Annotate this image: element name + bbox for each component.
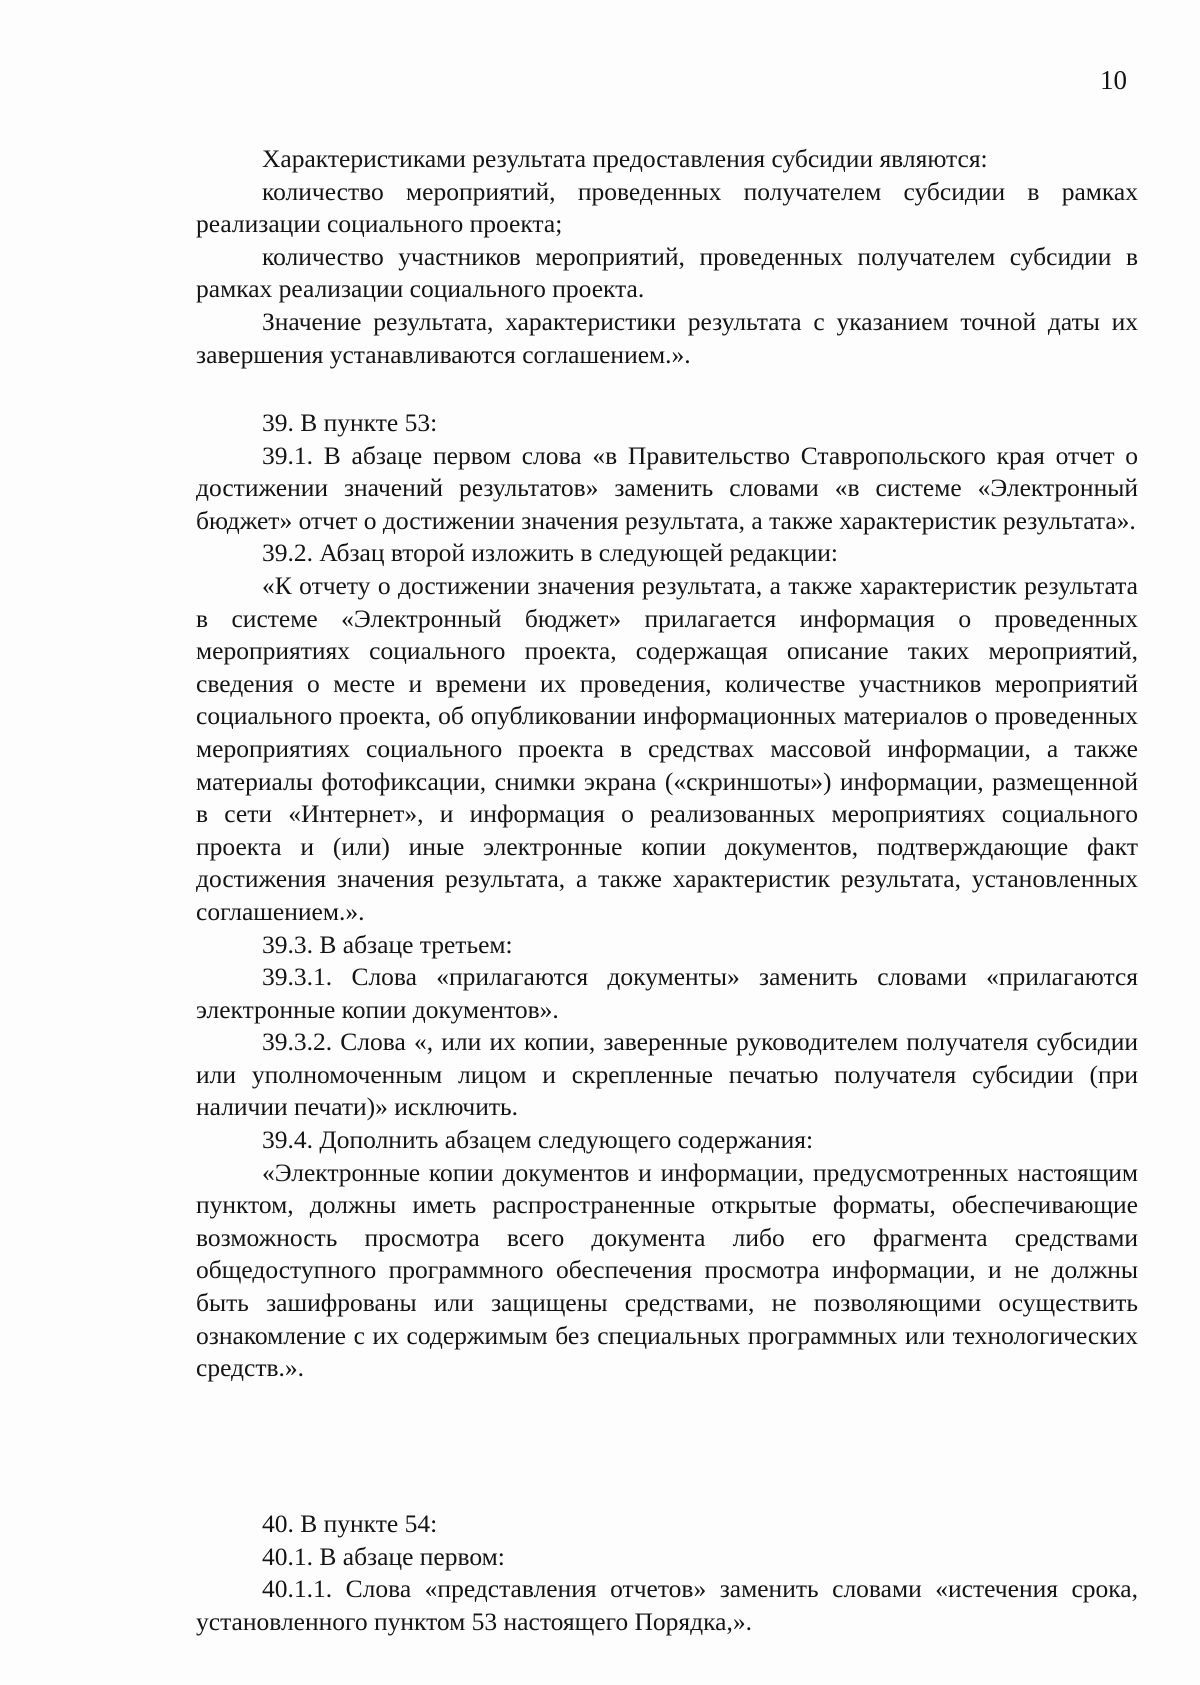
- item-39-section: [196, 407, 1138, 1385]
- paragraph-item-39-1: 39.1. В абзаце первом слова «в Правительство Ставропольского края отчет о достижении значений результатов» заменить словами «в системе «Электронный бюджет» отчет о достижении значения результата, а также характеристик результата».: [196, 440, 1138, 535]
- paragraph-item-39-3-1: 39.3.1. Слова «прилагаются документы» заменить словами «прилагаются электронные копии документов».: [196, 962, 1138, 1024]
- paragraph-result-value-dates: Значение результата, характеристики результата с указанием точной даты их завершения устанавливаются соглашением.».: [196, 306, 1138, 369]
- paragraph-events-count: количество мероприятий, проведенных получателем субсидии в рамках реализации социального проекта;: [196, 176, 1138, 239]
- results-characteristics-section: [196, 143, 1138, 371]
- paragraph-item-40-1: 40.1. В абзаце первом:: [262, 1541, 505, 1571]
- paragraph-item-40-1-1: 40.1.1. Слова «представления отчетов» заменить словами «истечения срока, установленного пунктом 53 настоящего Порядка,».: [196, 1574, 1138, 1636]
- paragraph-item-39-2: 39.2. Абзац второй изложить в следующей редакции:: [262, 538, 838, 568]
- paragraph-participants-count: количество участников мероприятий, проведенных получателем субсидии в рамках реализации социального проекта.: [196, 241, 1138, 304]
- paragraph-item-39-4: 39.4. Дополнить абзацем следующего содержания:: [262, 1125, 814, 1155]
- paragraph-item-39-3: 39.3. В абзаце третьем:: [262, 929, 513, 959]
- paragraph-item-40-heading: 40. В пункте 54:: [262, 1509, 438, 1538]
- paragraph-item-39-4-quote: «Электронные копии документов и информации, предусмотренных настоящим пунктом, должны иметь распространенные открытые форматы, обеспечивающие возможность просмотра всего документа либо его фрагмента средствами общедоступного программного обеспечения просмотра информации, и не должны быть зашифрованы или защищены средствами, не позволяющими осуществить ознакомление с их содержимым без специальных программных или технологических средств.».: [196, 1157, 1138, 1383]
- item-40-section: [196, 1508, 1138, 1638]
- paragraph-item-39-2-quote: «К отчету о достижении значения результата, а также характеристик результата в системе «Электронный бюджет» прилагается информация о проведенных мероприятиях социального проекта, содержащая описание таких мероприятий, сведения о месте и времени их проведения, количестве участников мероприятий социального проекта, об опубликовании информационных материалов о проведенных мероприятиях социального проекта в средствах массовой информации, а также материалы фотофиксации, снимки экрана («скриншоты») информации, размещенной в сети «Интернет», и информация о реализованных мероприятиях социального проекта и (или) иные электронные копии документов, подтверждающие факт достижения значения результата, а также характеристик результата, установленных соглашением.».: [196, 570, 1138, 926]
- paragraph-characteristics-intro: Характеристиками результата предоставления субсидии являются:: [262, 144, 988, 173]
- page-number: 10: [1100, 65, 1127, 95]
- paragraph-item-39-3-2: 39.3.2. Слова «, или их копии, заверенные руководителем получателя субсидии или уполномоченным лицом и скрепленные печатью получателя субсидии (при наличии печати)» исключить.: [196, 1027, 1138, 1122]
- paragraph-item-39-heading: 39. В пункте 53:: [262, 408, 438, 437]
